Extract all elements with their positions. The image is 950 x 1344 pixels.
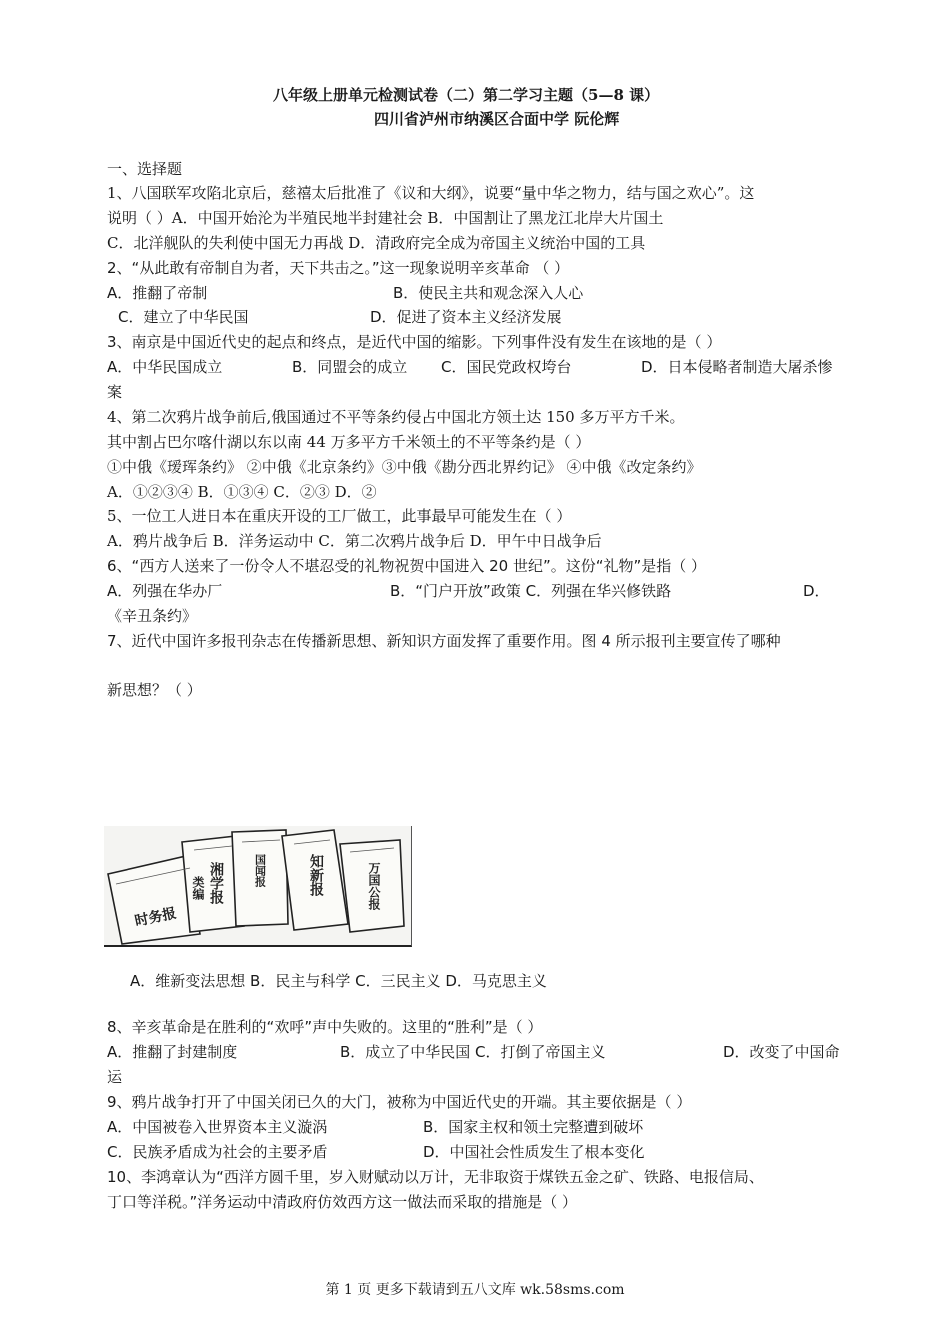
q9-stem: 9、鸦片战争打开了中国关闭已久的大门，被称为中国近代史的开端。其主要依据是（ ） xyxy=(107,1093,692,1111)
paper-title-4: 国闻报 xyxy=(253,854,267,887)
q5-options: A．鸦片战争后 B．洋务运动中 C．第二次鸦片战争后 D．甲午中日战争后 xyxy=(107,532,602,550)
q9-option-c: C．民族矛盾成为社会的主要矛盾 xyxy=(107,1143,328,1161)
q2-stem: 2、“从此敢有帝制自为者，天下共击之。”这一现象说明辛亥革命 （ ） xyxy=(107,259,570,277)
q7-options: A．维新变法思想 B．民主与科学 C．三民主义 D．马克思主义 xyxy=(130,972,547,990)
paper-title-6: 万国公报 xyxy=(367,862,381,910)
q9-option-b: B．国家主权和领土完整遭到破坏 xyxy=(423,1118,644,1136)
paper-title-2: 湘学报 xyxy=(208,862,224,904)
q3-option-d-cont: 案 xyxy=(107,383,123,401)
q4-stem-1: 4、第二次鸦片战争前后,俄国通过不平等条约侵占中国北方领土达 150 多万平方千米。 xyxy=(107,408,685,426)
newspapers-illustration xyxy=(104,826,411,945)
q6-options-bc: B．“门户开放”政策 C．列强在华兴修铁路 xyxy=(390,582,672,600)
paper-title-3: 类编 xyxy=(191,876,205,900)
q3-option-a: A．中华民国成立 xyxy=(107,358,223,376)
q10-stem-2: 丁口等洋税。”洋务运动中清政府仿效西方这一做法而采取的措施是（ ） xyxy=(107,1193,578,1211)
q5-stem: 5、一位工人进日本在重庆开设的工厂做工，此事最早可能发生在（ ） xyxy=(107,507,572,525)
q6-option-d-cont: 《辛丑条约》 xyxy=(107,607,198,625)
q9-option-a: A．中国被卷入世界资本主义漩涡 xyxy=(107,1118,328,1136)
q8-options-bc: B．成立了中华民国 C．打倒了帝国主义 xyxy=(340,1043,606,1061)
q10-stem-1: 10、李鸿章认为“西洋方圆千里，岁入财赋动以万计，无非取资于煤铁五金之矿、铁路、电报信局、 xyxy=(107,1168,764,1186)
document-author: 四川省泸州市纳溪区合面中学 阮伦辉 xyxy=(374,110,620,128)
newspapers-figure xyxy=(104,826,412,947)
q1-options-cd: C．北洋舰队的失利使中国无力再战 D．清政府完全成为帝国主义统治中国的工具 xyxy=(107,234,646,252)
section-heading: 一、选择题 xyxy=(107,160,183,178)
q8-option-d: D．改变了中国命 xyxy=(723,1043,840,1061)
q8-option-a: A．推翻了封建制度 xyxy=(107,1043,238,1061)
q4-options: A．①②③④ B．①③④ C．②③ D．② xyxy=(107,483,377,501)
q6-option-d: D． xyxy=(803,582,830,600)
q6-stem: 6、“西方人送来了一份令人不堪忍受的礼物祝贺中国进入 20 世纪”。这份“礼物”是指（ ） xyxy=(107,557,707,575)
q8-stem: 8、辛亥革命是在胜利的“欢呼”声中失败的。这里的“胜利”是（ ） xyxy=(107,1018,543,1036)
paper-title-1: 时务报 xyxy=(133,905,178,930)
q1-stem: 1、八国联军攻陷北京后，慈禧太后批准了《议和大纲》，说要“量中华之物力，结与国之欢心”。这 xyxy=(107,184,755,202)
q3-option-c: C．国民党政权垮台 xyxy=(441,358,572,376)
q3-option-b: B．同盟会的成立 xyxy=(292,358,408,376)
document-title: 八年级上册单元检测试卷（二）第二学习主题（5—8 课） xyxy=(273,86,660,104)
q2-option-b: B．使民主共和观念深入人心 xyxy=(393,284,584,302)
q4-stem-2: 其中割占巴尔喀什湖以东以南 44 万多平方千米领土的不平等条约是（ ） xyxy=(107,433,591,451)
q3-stem: 3、南京是中国近代史的起点和终点，是近代中国的缩影。下列事件没有发生在该地的是（ ） xyxy=(107,333,722,351)
q2-option-c: C．建立了中华民国 xyxy=(118,308,249,326)
q7-stem-2: 新思想？（ ） xyxy=(107,681,202,699)
q2-option-a: A．推翻了帝制 xyxy=(107,284,208,302)
page-footer: 第 1 页 更多下载请到五八文库 wk.58sms.com xyxy=(325,1282,625,1298)
q7-stem: 7、近代中国许多报刊杂志在传播新思想、新知识方面发挥了重要作用。图 4 所示报刊主要宣传了哪种 xyxy=(107,632,781,650)
q6-option-a: A．列强在华办厂 xyxy=(107,582,223,600)
q9-option-d: D．中国社会性质发生了根本变化 xyxy=(423,1143,645,1161)
q3-option-d: D．日本侵略者制造大屠杀惨 xyxy=(641,358,833,376)
q8-option-d-cont: 运 xyxy=(107,1068,123,1086)
q1-options-ab: 说明（ ）A．中国开始沦为半殖民地半封建社会 B．中国割让了黑龙江北岸大片国土 xyxy=(107,209,664,227)
paper-title-5: 知新报 xyxy=(308,854,324,896)
q4-items: ①中俄《瑷珲条约》 ②中俄《北京条约》③中俄《勘分西北界约记》 ④中俄《改定条约》 xyxy=(107,458,702,476)
q2-option-d: D．促进了资本主义经济发展 xyxy=(370,308,562,326)
